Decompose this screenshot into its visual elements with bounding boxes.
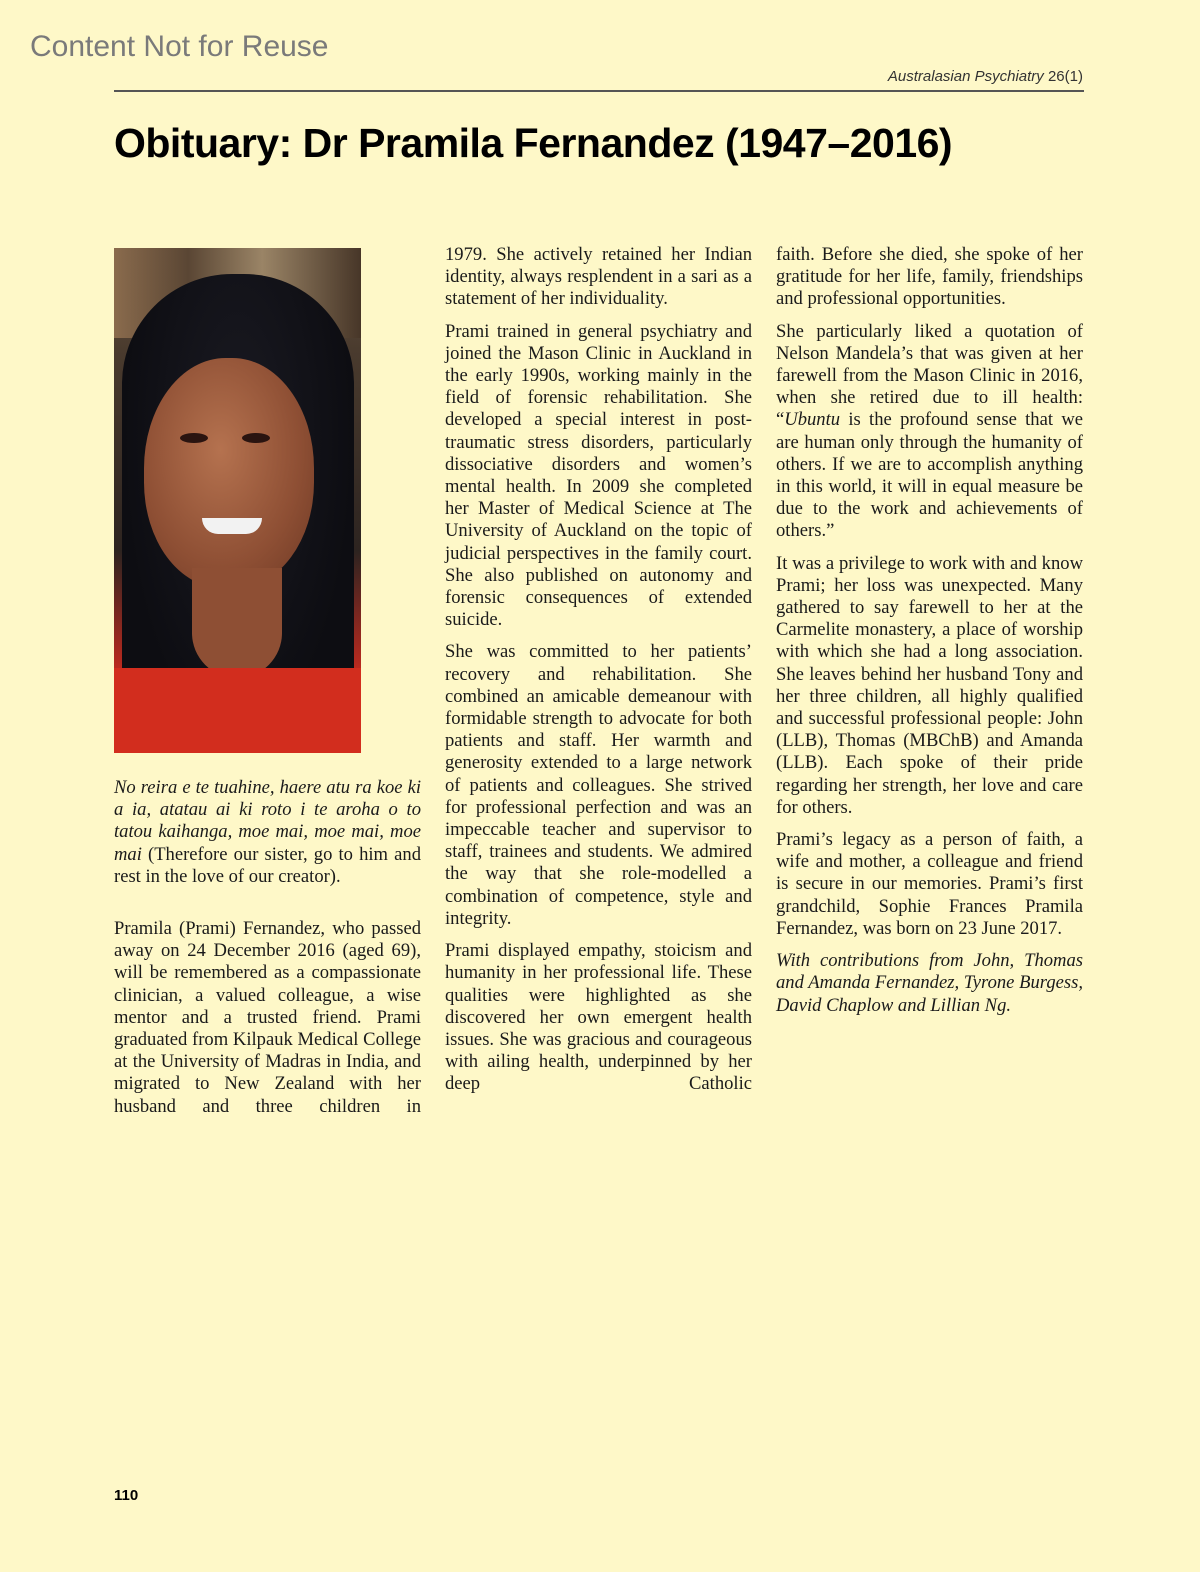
journal-volume: 26(1) [1047,68,1083,85]
body-paragraph-3: She was committed to her patients’ recovery and rehabilitation. She combined an amicable demeanour with formidable strength to advocate for both patients and staff. Her warmth and generosity extended to a large network of patients and colleagues. She strived for professional perfection and was an impeccable teacher and supervisor to staff, trainees and students. We admired the way that she role-modelled a combination of competence, style and integrity. [445,641,752,929]
body-paragraph-1: Pramila (Prami) Fernandez, who passed away on 24 December 2016 (aged 69), will be remembered as a compassionate clinician, a valued colleague, a wise mentor and a trusted friend. Prami graduated from Kilpauk Medical College at the University of Madras in India, and migrated to New Zealand with her husband and three children in [114,918,421,1117]
ubuntu-term: Ubuntu [784,409,841,431]
body-paragraph-2: Prami trained in general psychiatry and joined the Mason Clinic in Auckland in the early 1990s, working mainly in the field of forensic rehabilitation. She developed a special interest in post-traumatic stress disorders, particularly dissociative disorders and women’s mental health. In 2009 she completed her Master of Medical Science at The University of Auckland on the topic of judicial perspectives in the family court. She also published on autonomy and forensic consequences of extended suicide. [445,320,752,631]
body-paragraph-4: Prami displayed empathy, stoicism and humanity in her professional life. These qualities were highlighted as she discovered her own emergent health issues. She was gracious and courageous with ailing health, underpinned by her deep Catholic [445,940,752,1095]
column-2 [445,244,752,1106]
portrait-photo [114,248,361,753]
watermark: Content Not for Reuse [30,30,329,63]
article-title: Obituary: Dr Pramila Fernandez (1947–2016) [114,120,953,166]
maori-quote [114,777,421,888]
body-paragraph-1-cont: 1979. She actively retained her Indian identity, always resplendent in a sari as a statement of her individuality. [445,244,752,310]
column-3 [776,244,1083,1027]
maori-translation: (Therefore our sister, go to him and rest in the love of our creator). [114,843,421,887]
mandela-quote-intro: She particularly liked a quotation of Nelson Mandela’s that was given at her farewell from the Mason Clinic in 2016, when she retired due to ill health: “ [776,320,1083,431]
mandela-quote-rest: is the profound sense that we are human only through the humanity of others. If we are to accomplish anything in this world, it will in equal measure be due to the work and achievements of others.” [776,409,1083,542]
body-paragraph-4-cont: faith. Before she died, she spoke of her gratitude for her life, family, friendships and professional opportunities. [776,244,1083,310]
running-header [888,68,1083,85]
body-paragraph-6: It was a privilege to work with and know Prami; her loss was unexpected. Many gathered to say farewell to her at the Carmelite monastery, a place of worship with which she had a long association. She leaves behind her husband Tony and her three children, all highly qualified and successful professional people: John (LLB), Thomas (MBChB) and Amanda (LLB). Each spoke of their pride regarding her strength, her love and care for others. [776,552,1083,818]
header-rule [114,90,1084,92]
body-paragraph-5 [776,321,1083,543]
column-1 [114,244,421,1128]
maori-quote-text: No reira e te tuahine, haere atu ra koe ki a ia, atatau ai ki roto i te aroha o to tatou kaihanga, moe mai, moe mai, moe mai [114,777,421,865]
journal-name: Australasian Psychiatry [887,68,1044,85]
page-number: 110 [114,1487,139,1504]
body-paragraph-7: Prami’s legacy as a person of faith, a wife and mother, a colleague and friend is secure in our memories. Prami’s first grandchild, Sophie Frances Pramila Fernandez, was born on 23 June 2017. [776,829,1083,939]
contributors: With contributions from John, Thomas and Amanda Fernandez, Tyrone Burgess, David Chaplow and Lillian Ng. [776,950,1083,1016]
